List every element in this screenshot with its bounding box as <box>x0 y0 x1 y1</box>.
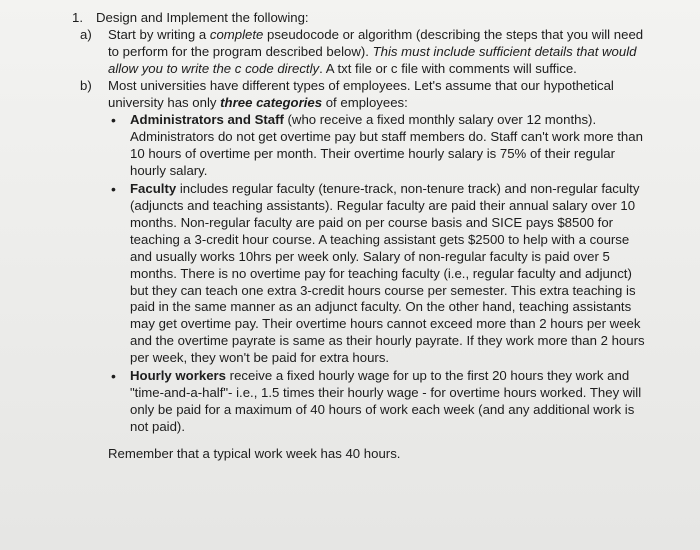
part-a-italic-term: complete <box>209 26 264 42</box>
part-a <box>80 27 652 78</box>
part-a-marker: a) <box>80 26 92 42</box>
list-item-text <box>130 112 652 180</box>
closing-note: Remember that a typical work week has 40 hours. <box>108 445 401 461</box>
part-a-tail: . A txt file or c file with comments will suffice. <box>319 60 577 76</box>
part-b-body <box>108 78 652 436</box>
part-b-intro <box>108 78 652 112</box>
part-b-marker: b) <box>80 77 92 93</box>
part-a-middle: pseudocode or algorithm (describing the steps that you will need to perform for the program described below). <box>108 26 644 59</box>
part-a-lead: Start by writing a <box>108 26 210 42</box>
list-item <box>108 368 652 436</box>
category-term: Hourly workers <box>130 368 227 384</box>
part-b-intro-tail: of employees: <box>322 94 408 110</box>
part-a-text <box>108 27 652 78</box>
list-item-text <box>130 368 652 436</box>
part-b-intro-emphasis: three categories <box>220 94 323 110</box>
list-item-text <box>130 181 652 367</box>
category-term: Administrators and Staff <box>130 112 284 128</box>
part-b-intro-lead: Most universities have different types of employees. Let's assume that our hypothetical university has only <box>108 77 614 110</box>
list-item <box>108 181 652 367</box>
category-term: Faculty <box>130 181 177 197</box>
question-number: 1. <box>72 10 83 25</box>
category-description: (who receive a fixed monthly salary over 12 months). Administrators do not get overtime pay but staff members do. Staff can't work more than 10 hours of overtime per month. Their overtime hourly salary is 75% of their regular hourly salary. <box>130 112 643 179</box>
category-description: receive a fixed hourly wage for up to the first 20 hours they work and "time-and-a-half"- i.e., 1.5 times their hourly wage - for overtime hours worked. They will only be paid for a maximum of 40 hours of work each week (and any additional work is not paid). <box>130 368 642 434</box>
employee-categories-list <box>108 112 652 435</box>
part-a-requirement: This must include sufficient details that would allow you to write the c code directly <box>108 43 637 76</box>
bullet-icon: • <box>111 181 116 198</box>
list-item <box>108 112 652 180</box>
category-description: includes regular faculty (tenure-track, non-tenure track) and non-regular faculty (adjuncts and teaching assistants). Regular faculty are paid their annual salary over 10 months. Non-regular faculty are paid on per course basis and SICE pays $8500 for teaching a 3-credit hour course. A teaching assistant gets $2500 to help with a course and usually works 10hrs per week only. Salary of non-regular faculty is paid over 5 months. There is no overtime pay for teaching faculty (i.e., regular faculty and adjunct) but they can teach one extra 3-credit hours course per semester. This extra teaching is paid in the same manner as an adjunct faculty. On the other hand, teaching assistants may get overtime pay. Their overtime hours cannot exceed more than 2 hours per week and the overtime payrate is same as their hourly payrate. If they work more than 2 hours per week, they won't be paid for extra hours. <box>130 181 645 366</box>
part-b <box>80 78 652 436</box>
bullet-icon: • <box>111 112 116 129</box>
question-title: Design and Implement the following: <box>96 10 309 25</box>
bullet-icon: • <box>111 368 116 385</box>
question-heading <box>72 10 652 27</box>
